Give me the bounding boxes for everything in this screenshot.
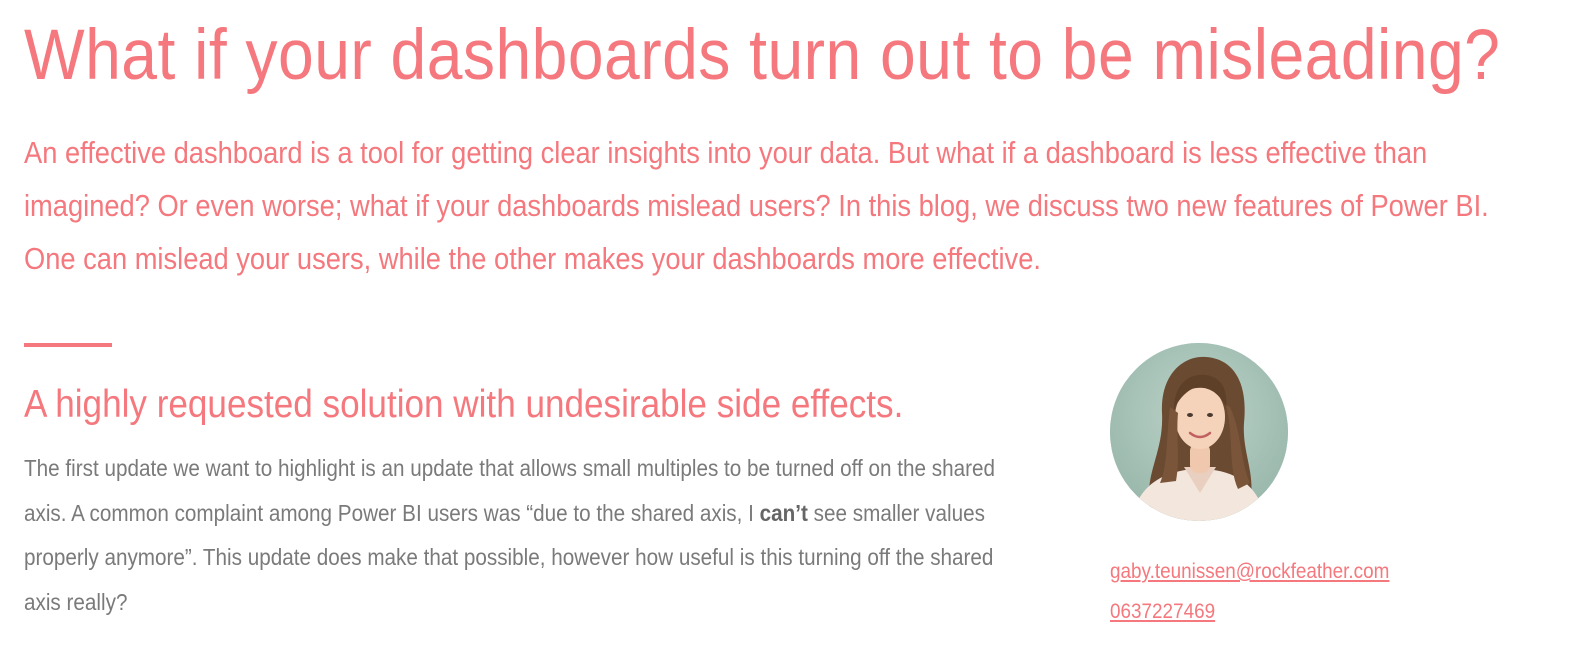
body-paragraph bbox=[24, 446, 1014, 624]
page-title: What if your dashboards turn out to be misleading? bbox=[24, 16, 1501, 95]
body-text-part-1: The first update we want to highlight is an update that allows small multiples to be turned off on the shared axis. A common complaint among Power BI users was “due to the shared axis, I bbox=[24, 455, 996, 526]
intro-paragraph: An effective dashboard is a tool for getting clear insights into your data. But what if a dashboard is less effective than imagined? Or even worse; what if your dashboards mislead users? In this blog, we discuss two new features of Power BI. One can mislead your users, while the other makes your dashboards more effective. bbox=[24, 135, 1489, 276]
author-avatar bbox=[1110, 343, 1288, 521]
section-divider bbox=[24, 343, 112, 347]
author-phone-link[interactable]: 0637227469 bbox=[1110, 600, 1216, 623]
body-text-emphasis: can’t bbox=[759, 499, 808, 526]
author-portrait bbox=[1110, 343, 1288, 521]
section-heading: A highly requested solution with undesirable side effects. bbox=[24, 383, 904, 426]
author-email-link[interactable]: gaby.teunissen@rockfeather.com bbox=[1110, 560, 1390, 583]
body-text-part-2: see smaller values properly anymore”. This update does make that possible, however how useful is this turning off the shared axis really? bbox=[24, 499, 994, 615]
